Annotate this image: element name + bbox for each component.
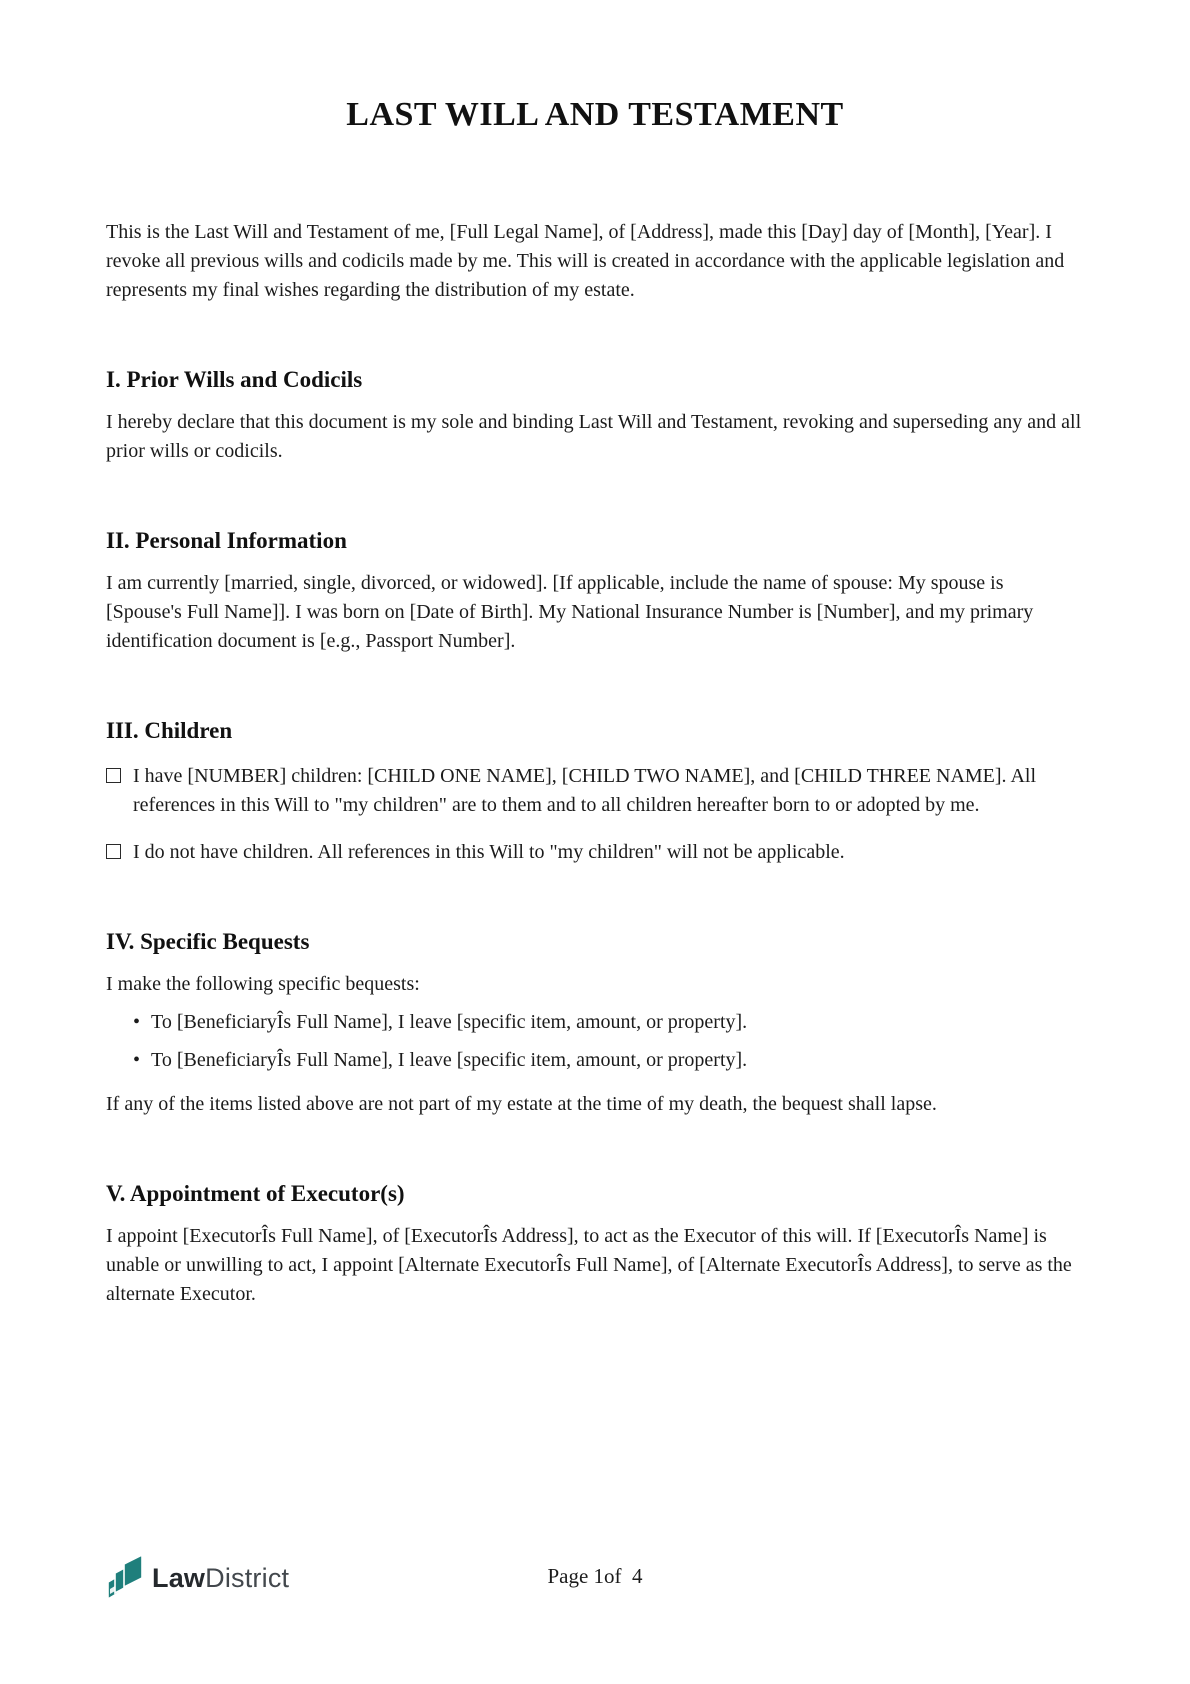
bullet-icon: •	[133, 1011, 141, 1033]
intro-paragraph: This is the Last Will and Testament of me, [Full Legal Name], of [Address], made this [Day] day of [Month], [Year]. I revoke all previous wills and codicils made by me. This will is created in accordance with the applicable legislation and represents my final wishes regarding the distribution of my estate.	[106, 221, 1065, 301]
section-heading-children: III. Children	[106, 718, 233, 743]
section-body-executors: I appoint [ExecutorÎs Full Name], of [ExecutorÎs Address], to act as the Executor of this will. If [ExecutorÎs Name] is unable or unwilling to act, I appoint [Alternate ExecutorÎs Full Name], of [Alternate ExecutorÎs Address], to serve as the alternate Executor.	[106, 1225, 1072, 1305]
checkbox-label: I have [NUMBER] children: [CHILD ONE NAME], [CHILD TWO NAME], and [CHILD THREE NAME]. All references in this Will to "my children" are to them and to all children hereafter born to or adopted by me.	[133, 765, 1036, 816]
section-heading-personal-information: II. Personal Information	[106, 528, 347, 553]
checkbox-label: I do not have children. All references in this Will to "my children" will not be applicable.	[133, 841, 845, 863]
checkbox-icon[interactable]	[106, 844, 121, 859]
page-number: Page 1of 4	[547, 1564, 643, 1588]
section-heading-prior-wills: I. Prior Wills and Codicils	[106, 367, 363, 392]
section-heading-executors: V. Appointment of Executor(s)	[106, 1181, 405, 1206]
section-body-personal-information: I am currently [married, single, divorced, or widowed]. [If applicable, include the name of spouse: My spouse is [Spouse's Full Name]]. I was born on [Date of Birth]. My National Insurance Number is [Number], and my primary identification document is [e.g., Passport Number].	[106, 572, 1034, 652]
bequest-item	[133, 1008, 1084, 1037]
section-body-prior-wills: I hereby declare that this document is my sole and binding Last Will and Testament, revoking and superseding any and all prior wills or codicils.	[106, 411, 1082, 462]
page-footer	[0, 1552, 1190, 1612]
section-heading-specific-bequests: IV. Specific Bequests	[106, 929, 310, 954]
children-option-no-children	[106, 838, 1084, 867]
bequests-intro: I make the following specific bequests:	[106, 973, 420, 995]
page-title: LAST WILL AND TESTAMENT	[346, 96, 844, 133]
bequest-item	[133, 1046, 1084, 1075]
logo-text-district: District	[205, 1562, 290, 1593]
bequests-outro: If any of the items listed above are not part of my estate at the time of my death, the bequest shall lapse.	[106, 1093, 937, 1115]
bequest-text: To [BeneficiaryÎs Full Name], I leave [specific item, amount, or property].	[151, 1049, 748, 1071]
checkbox-icon[interactable]	[106, 768, 121, 783]
logo-text-law: Law	[152, 1562, 206, 1593]
bequest-text: To [BeneficiaryÎs Full Name], I leave [specific item, amount, or property].	[151, 1011, 748, 1033]
children-option-have-children	[106, 762, 1084, 820]
bullet-icon: •	[133, 1049, 141, 1071]
